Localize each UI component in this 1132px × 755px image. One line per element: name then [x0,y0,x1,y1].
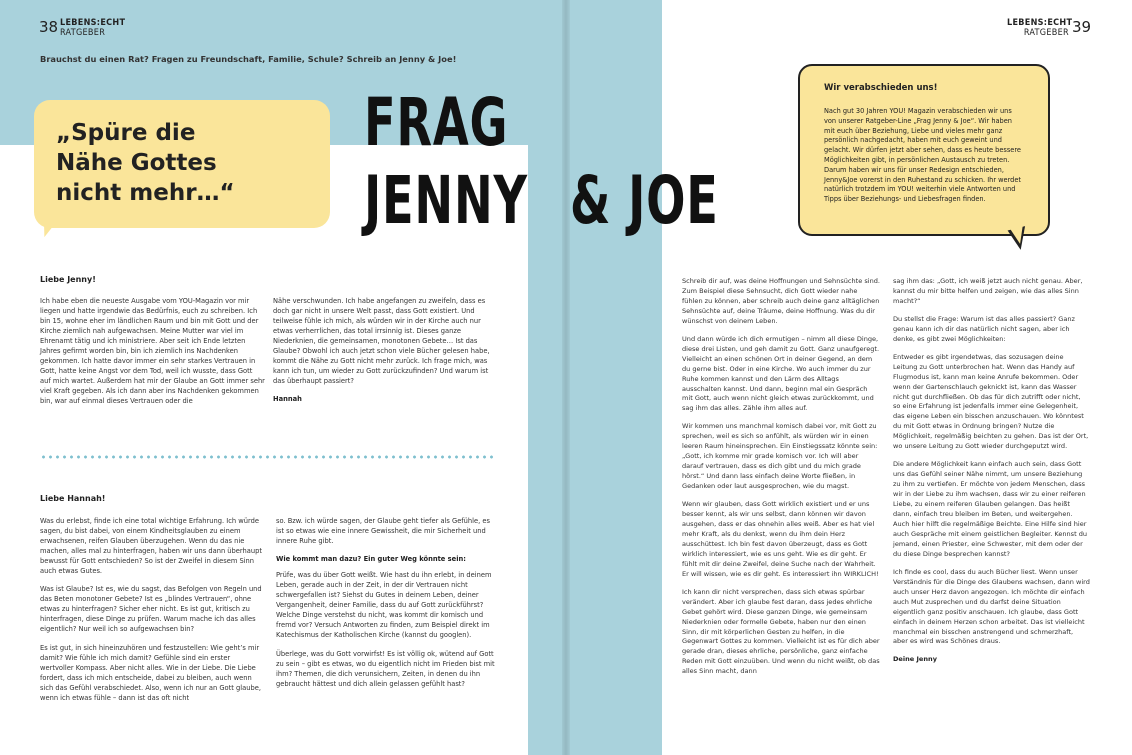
quote-bubble-tail [40,213,61,239]
title-jenny: JENNY [364,162,528,239]
title-frag: FRAG [364,84,509,161]
answer-paragraph: Was du erlebst, finde ich eine total wichtige Erfahrung. Ich würde sagen, du bist dabei, von einem Kindheitsglauben zu einem erwachsenen, reifen Glauben überzugehen. Wenn du das nie machen, alles mal zu hinterfragen, haben wir uns dann überhaupt bewusst für Gott entschieden? So ist der Zweifel in diesem Sinn auch etwas Gutes. [40,517,262,576]
answer-signature: Deine Jenny [893,655,937,664]
answer-column-4 [893,277,1090,673]
letter-paragraph: Ich habe eben die neueste Ausgabe vom YOU-Magazin vor mir liegen und hatte irgendwie das Bedürfnis, euch zu schreiben. Ich bin 15, wohne eher im ländlichen Raum und bin mit Gott und der Kirche ziemlich nah aufgewachsen. Meine Mutter war viel im Ehrenamt tätig und ich ministriere. Aber seit ich Ende letzten Jahres gefirmt worden bin, bin ich ziemlich ins Nachdenken gekommen. Ich hatte davor immer ein sehr starkes Vertrauen in Gott, hatte keine Angst vor dem Tod, weil ich wusste, dass Gott auf mich wartet. Außerdem hat mir der Glaube an Gott immer sehr viel Kraft gegeben. Als ich dann aber ins Nachdenken gekommen bin, war auf einmal dieses Vertrauen oder die [40,297,265,406]
answer-paragraph: Prüfe, was du über Gott weißt. Wie hast du ihn erlebt, in deinem Leben, gerade auch in der Zeit, in der dir Vertrauen nicht schwergefallen ist? Siehst du Gutes in deinem Leben, deiner Vergangenheit, deiner Familie, dass du auf Gott zurückführst? Welche Dinge verstehst du nicht, was kommt dir komisch und fremd vor? Versuch Antworten zu finden, zum Beispiel direkt im Katechismus der Katholischen Kirche (kannst du googlen). [276,571,492,640]
answer-paragraph: Ich kann dir nicht versprechen, dass sich etwas spürbar verändert. Aber ich glaube fest daran, dass jedes ehrliche Gebet gehört wird. Diese ganzen Dinge, wie gemeinsam Niederknien oder formelle Gebete, haben nur den einen Sinn, dir mit körperlichen Gesten zu helfen, in die Gegenwart Gottes zu kommen. Vielleicht ist es für dich aber gerade dran, dieses ehrliche, persönliche, ganz einfache Reden mit Gott einzuüben. Und wenn du nicht weißt, ob das alles Sinn macht, dann [682,587,880,676]
quote-line: „Spüre die [56,120,196,146]
farewell-heading: Wir verabschieden uns! [824,83,938,93]
section-name-left: RATGEBER [60,28,106,38]
brand-left [60,18,125,38]
answer-paragraph: Du stellst die Frage: Warum ist das alles passiert? Ganz genau kann ich dir das natürlich nicht sagen, aber ich denke, es gibt zwei Möglichkeiten: [893,314,1075,343]
page-number-right: 39 [1072,18,1092,36]
answer-paragraph: Die andere Möglichkeit kann einfach auch sein, dass Gott uns das Gefühl seiner Nähe nimmt, um unsere Beziehung zu ihm zu vertiefen. Er möchte von jedem Menschen, dass wir in der Liebe zu ihm wachsen, dass wir zu einer reiferen Liebe, zu einem reiferen Glauben gelangen. Das heißt dann, einfach treu bleiben im Beten, und weitergehen. Auch hier hilft die regelmäßige Beichte. Eine Hilfe sind hier auch Gespräche mit einem geistlichen Begleiter. Kennst du jemand, einen Priester, eine Schwester, mit dem oder der du diese Dinge besprechen kannst? [893,460,1088,558]
headline-quote [56,118,235,208]
brand-name-right: LEBENS:ECHT [1007,18,1073,28]
answer-column-3 [682,277,880,685]
farewell-text: Nach gut 30 Jahren YOU! Magazin verabschieden wir uns von unserer Ratgeber-Line „Frag Jenny & Joe“. Wir haben mit euch über Beziehung, Liebe und vieles mehr ganz persönlich nachgedacht, haben mit euch geweint und gelacht. Wir dürfen jetzt aber sehen, dass es heute bessere Möglichkeiten gibt, in persönlichen Austausch zu treten. Darum haben wir uns für unser Redesign entschieden, Jenny&Joe vorerst in den Ruhestand zu schicken. Ihr werdet natürlich trotzdem im YOU! weiterhin viele Antworten und Tipps über Beziehungs- und Liebesfragen finden. [824,107,1022,204]
page-gutter [562,0,570,755]
answer-column-1 [40,516,262,711]
brand-name-left: LEBENS:ECHT [60,18,126,28]
answer-paragraph: Was ist Glaube? Ist es, wie du sagst, das Befolgen von Regeln und das Beten monotoner Gebete? Ist es „blindes Vertrauen“, ohne etwas zu hinterfragen? Sicher eher nicht. Es ist gut, kritisch zu hinterfragen, diese Dinge zu prüfen. Warum mache ich das alles eigentlich? Nur weil ich so aufgewachsen bin? [40,585,262,634]
intro-line: Brauchst du einen Rat? Fragen zu Freundschaft, Familie, Schule? Schreib an Jenny & Joe! [40,54,457,64]
answer-paragraph: Entweder es gibt irgendetwas, das sozusagen deine Leitung zu Gott unterbrochen hat. Wenn das Handy auf Flugmodus ist, kann man keine Anrufe bekommen. Oder wenn der Gartenschlauch geknickt ist, kann das Wasser nicht gut durchfließen. Ob das für dich zutrifft oder nicht, so eine Erfahrung ist jedenfalls immer eine Gelegenheit, das eigene Leben ein bisschen anzuschauen. Wo könntest du mit Gott etwas in Ordnung bringen? Nutze die Möglichkeit, regelmäßig beichten zu gehen. Das ist der Ort, wo unsere Leitung zu Gott wieder durchgeputzt wird. [893,352,1089,451]
section-name-right: RATGEBER [1023,28,1069,38]
title-and-joe: & JOE [570,162,719,239]
answer-paragraph: Ich finde es cool, dass du auch Bücher liest. Wenn unser Verständnis für die Dinge des Glaubens wachsen, dann wird auch unser Herz davon angezogen. Ich möchte dir einfach auch Mut zusprechen und du darfst deine Situation eigentlich ganz positiv anschauen. Ich glaube, dass Gott einfach in deinem Herzen schon arbeitet. Das ist vielleicht manchmal ein bisschen anstrengend und schmerzhaft, aber es wird was Schönes draus. [893,567,1090,646]
answer-paragraph: so. Bzw. ich würde sagen, der Glaube geht tiefer als Gefühle, es ist so etwas wie eine innere Gewissheit, die mir Sicherheit und innere Ruhe gibt. [276,517,490,546]
answer-paragraph: Überlege, was du Gott vorwirfst! Es ist völlig ok, wütend auf Gott zu sein – gibt es etwas, wo du eigentlich nicht im Frieden bist mit ihm? Themen, die dich verunsichern, Zeiten, in denen du ihn gebraucht hättest und dich allein gelassen gefühlt hast? [276,649,495,688]
letter-signature: Hannah [273,395,302,404]
answer-paragraph: sag ihm das: „Gott, ich weiß jetzt auch nicht genau. Aber, kannst du mir bitte helfen und zeigen, wie das alles Sinn macht?“ [893,277,1083,305]
quote-line: Nähe Gottes [56,150,217,176]
letter-salutation: Liebe Jenny! [40,275,96,284]
answer-paragraph: Schreib dir auf, was deine Hoffnungen und Sehnsüchte sind. Zum Beispiel diese Sehnsucht, dich Gott wieder nahe fühlen zu können, aber schreib auch deine ganz alltäglichen Sehnsüchte auf, deine Träume, deine Hoffnung. Was du dir wünschst von deinem Leben. [682,277,880,325]
answer-salutation: Liebe Hannah! [40,494,106,503]
answer-paragraph: Wir kommen uns manchmal komisch dabei vor, mit Gott zu sprechen, weil es sich so anfühlt, als würden wir in einen leeren Raum hineinsprechen. Ein Einstiegssatz könnte sein: „Gott, ich komme mir grade komisch vor. Ich will aber darauf vertrauen, dass es dich gibt und du mich grade hörst.“ Und dann lass einfach deine Worte fließen, in Gedanken oder laut ausgesprochen, wie du magst. [682,422,878,491]
answer-column-2 [276,516,498,697]
quote-line: nicht mehr…“ [56,180,235,206]
letter-column-2 [273,296,498,412]
answer-paragraph: Es ist gut, in sich hineinzuhören und festzustellen: Wie geht’s mir damit? Wie fühle ich mich damit? Gefühle sind ein erster wertvoller Kompass. Aber nicht alles. Wie in der Liebe. Die Liebe fordert, dass ich mich entscheide, dabei zu bleiben, auch wenn sich das Gefühl verabschiedet. Also, wenn ich nur an Gott glaube, wenn ich etwas fühle – dann ist das oft nicht [40,643,261,702]
center-color-band-right [566,0,662,755]
answer-paragraph: Und dann würde ich dich ermutigen – nimm all diese Dinge, diese drei Listen, und geh damit zu Gott. Ganz unaufgeregt. Vielleicht an einen schönen Ort in deiner Gegend, an dem du gerne bist. Oder in eine Kirche. Wo auch immer du zur Ruhe kommen kannst und den Lärm des Alltags ausschalten kannst. Und dann, beginn mal ein Gespräch mit Gott, auch wenn nicht gleich etwas zurückkommt, und sag ihm das alles. Zähle ihm alles auf. [682,334,880,413]
letter-column-1 [40,296,265,415]
answer-paragraph: Wenn wir glauben, dass Gott wirklich existiert und er uns besser kennt, als wir uns selbst, dann können wir davon ausgehen, dass er das ohnehin alles weiß. Aber es hat viel mehr Kraft, als du denkst, wenn du ihm dein Herz ausschüttest. Ich bin fest davon überzeugt, dass es Gott wirklich interessiert, wie es uns geht. Wie es dir geht. Er fühlt mit dir deine Zweifel, deine Suche nach der Wahrheit. Er will wissen, wie es dir geht. Es interessiert ihn WIRKLICH! [682,500,879,578]
page-number-left: 38 [39,18,59,36]
answer-subheading: Wie kommt man dazu? Ein guter Weg könnte sein: [276,555,466,564]
brand-right [1007,18,1073,38]
letter-paragraph: Nähe verschwunden. Ich habe angefangen zu zweifeln, dass es doch gar nicht in unsere Welt passt, dass Gott existiert. Und teilweise fühle ich mich, als würden wir in der Kirche auch nur etwas verherrlichen, das total irrsinnig ist. Dieses ganze Niederknien, die gemeinsamen, monotonen Gebete… Ist das Glaube? Obwohl ich auch jetzt schon viele Bücher gelesen habe, kommt die Nähe zu Gott nicht mehr zurück. Ich frage mich, was kann ich tun, um wieder zu Gott zurückzufinden? Und warum ist das überhaupt passiert? [273,297,490,386]
dotted-divider [40,455,495,459]
